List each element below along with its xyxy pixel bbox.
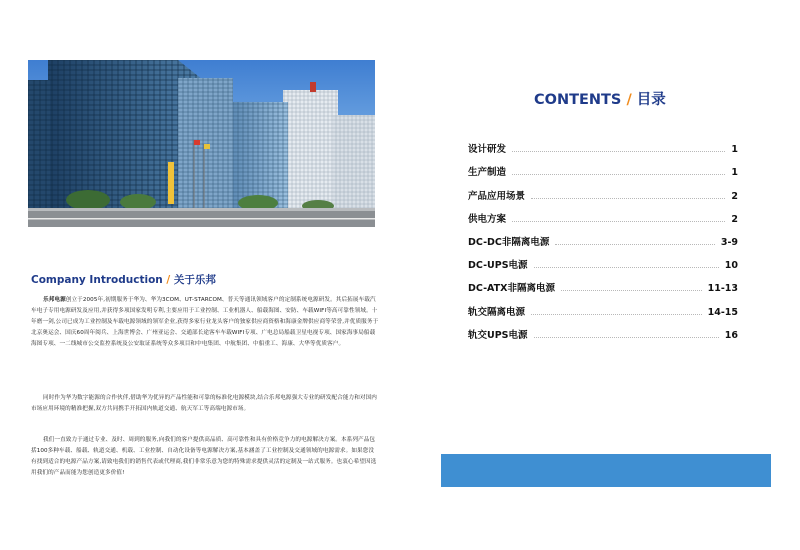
toc-item-label: 产品应用场景: [468, 190, 526, 202]
building-illustration: [28, 60, 375, 227]
toc-item-label: 生产制造: [468, 167, 507, 179]
intro-title-en: Company Introduction: [31, 274, 163, 286]
contents-title-en: CONTENTS: [534, 92, 622, 108]
contents-title-slash: /: [626, 92, 632, 108]
toc-item-label: 轨交UPS电源: [468, 329, 528, 341]
toc-item-page: 16: [724, 329, 738, 341]
contents-title-cn: 目录: [636, 92, 666, 108]
toc-item-page: 2: [731, 190, 738, 202]
table-of-contents: [468, 132, 738, 341]
toc-leader-dots: [512, 151, 725, 152]
toc-leader-dots: [534, 267, 719, 268]
toc-item[interactable]: [468, 155, 738, 178]
toc-item-page: 11-13: [707, 283, 738, 295]
toc-item-page: 1: [731, 144, 738, 156]
toc-item[interactable]: [468, 248, 738, 271]
toc-item-label: 设计研发: [468, 144, 507, 156]
intro-heading: [31, 272, 216, 287]
toc-leader-dots: [512, 221, 725, 222]
toc-item-page: 3-9: [720, 236, 738, 248]
toc-item-page: 10: [724, 260, 738, 272]
toc-item[interactable]: [468, 132, 738, 155]
toc-item-label: DC-ATX非隔离电源: [468, 283, 555, 295]
toc-item[interactable]: [468, 202, 738, 225]
toc-item[interactable]: [468, 294, 738, 317]
toc-item-label: DC-DC非隔离电源: [468, 236, 550, 248]
intro-brand-lead: 乐邦电源: [43, 297, 66, 303]
toc-leader-dots: [531, 314, 702, 315]
toc-item[interactable]: [468, 318, 738, 341]
toc-leader-dots: [534, 337, 719, 338]
toc-leader-dots: [555, 244, 714, 245]
intro-paragraph-1: [31, 295, 379, 350]
intro-paragraph-1-text: 创立于2005年,初期服务于华为、华为3COM、UT-STARCOM、普天等通讯领域客户的定制系统电源研发。其后拓展车载汽车电子专用电源研发及应用,并获得多项国家发明专利,主要应用于工业控制、工业机器人、船载海图、安防、车载WIFI等高可靠性领域。十年磨一剑,公司已成为工业控制及车载电源领域的领军企业,获得多家行业龙头客户的独家供应商资格和海康金牌供应商等荣誉,并优质服务于北京奥运会、国庆60周年阅兵、上海世博会、广州亚运会、交通部长途客车车载WIFI专项、广电总局船载卫星电视专项、国家海事局船载海图专项、一二线城市公交监控系统及公安取证系统等众多项目和中电集团、中航集团、中船重工、海康、大华等优质客户。: [31, 297, 379, 347]
toc-item-page: 2: [731, 213, 738, 225]
contents-heading: [534, 88, 666, 109]
intro-paragraph-3: 我们一直致力于通过专业、及时、周到的服务,向我们的客户提供高品质、高可靠性和具有价格竞争力的电源解决方案。本系列产品包括100多种车载、船载、轨道交通、机载、工业控制、自动化设备等电源解决方案,基本涵盖了工业控制及交通领域的电源需求。如果您没有找到适合的电源产品方案,请致电我们的销售代表或代理商,我们非常乐意为您的特殊需求提供灵活的定制及一站式服务。也衷心希望因选用我们的产品而能为您创造更多价值!: [31, 437, 377, 476]
building-photo: [28, 60, 375, 227]
decorative-blue-bar: [441, 454, 771, 487]
toc-leader-dots: [561, 290, 702, 291]
toc-item-label: 轨交隔离电源: [468, 306, 526, 318]
toc-item-page: 14-15: [707, 306, 738, 318]
intro-title-cn: 关于乐邦: [173, 274, 216, 286]
intro-title-slash: /: [166, 274, 171, 286]
toc-leader-dots: [531, 198, 725, 199]
intro-paragraph-2: 同时作为华为数字能源的合作伙伴,借助华为优异的产品性能和可靠的标准化电源模块,结合乐邦电源强大专业的研发配合能力和对国内市场应用环境的精准把握,双方共同携手开拓国内轨道交通、航天军工等高端电源市场。: [31, 395, 377, 412]
toc-item[interactable]: [468, 178, 738, 201]
toc-item-label: DC-UPS电源: [468, 260, 528, 272]
toc-item[interactable]: [468, 225, 738, 248]
toc-leader-dots: [512, 174, 725, 175]
toc-item-label: 供电方案: [468, 213, 507, 225]
toc-item-page: 1: [731, 167, 738, 179]
toc-item[interactable]: [468, 271, 738, 294]
